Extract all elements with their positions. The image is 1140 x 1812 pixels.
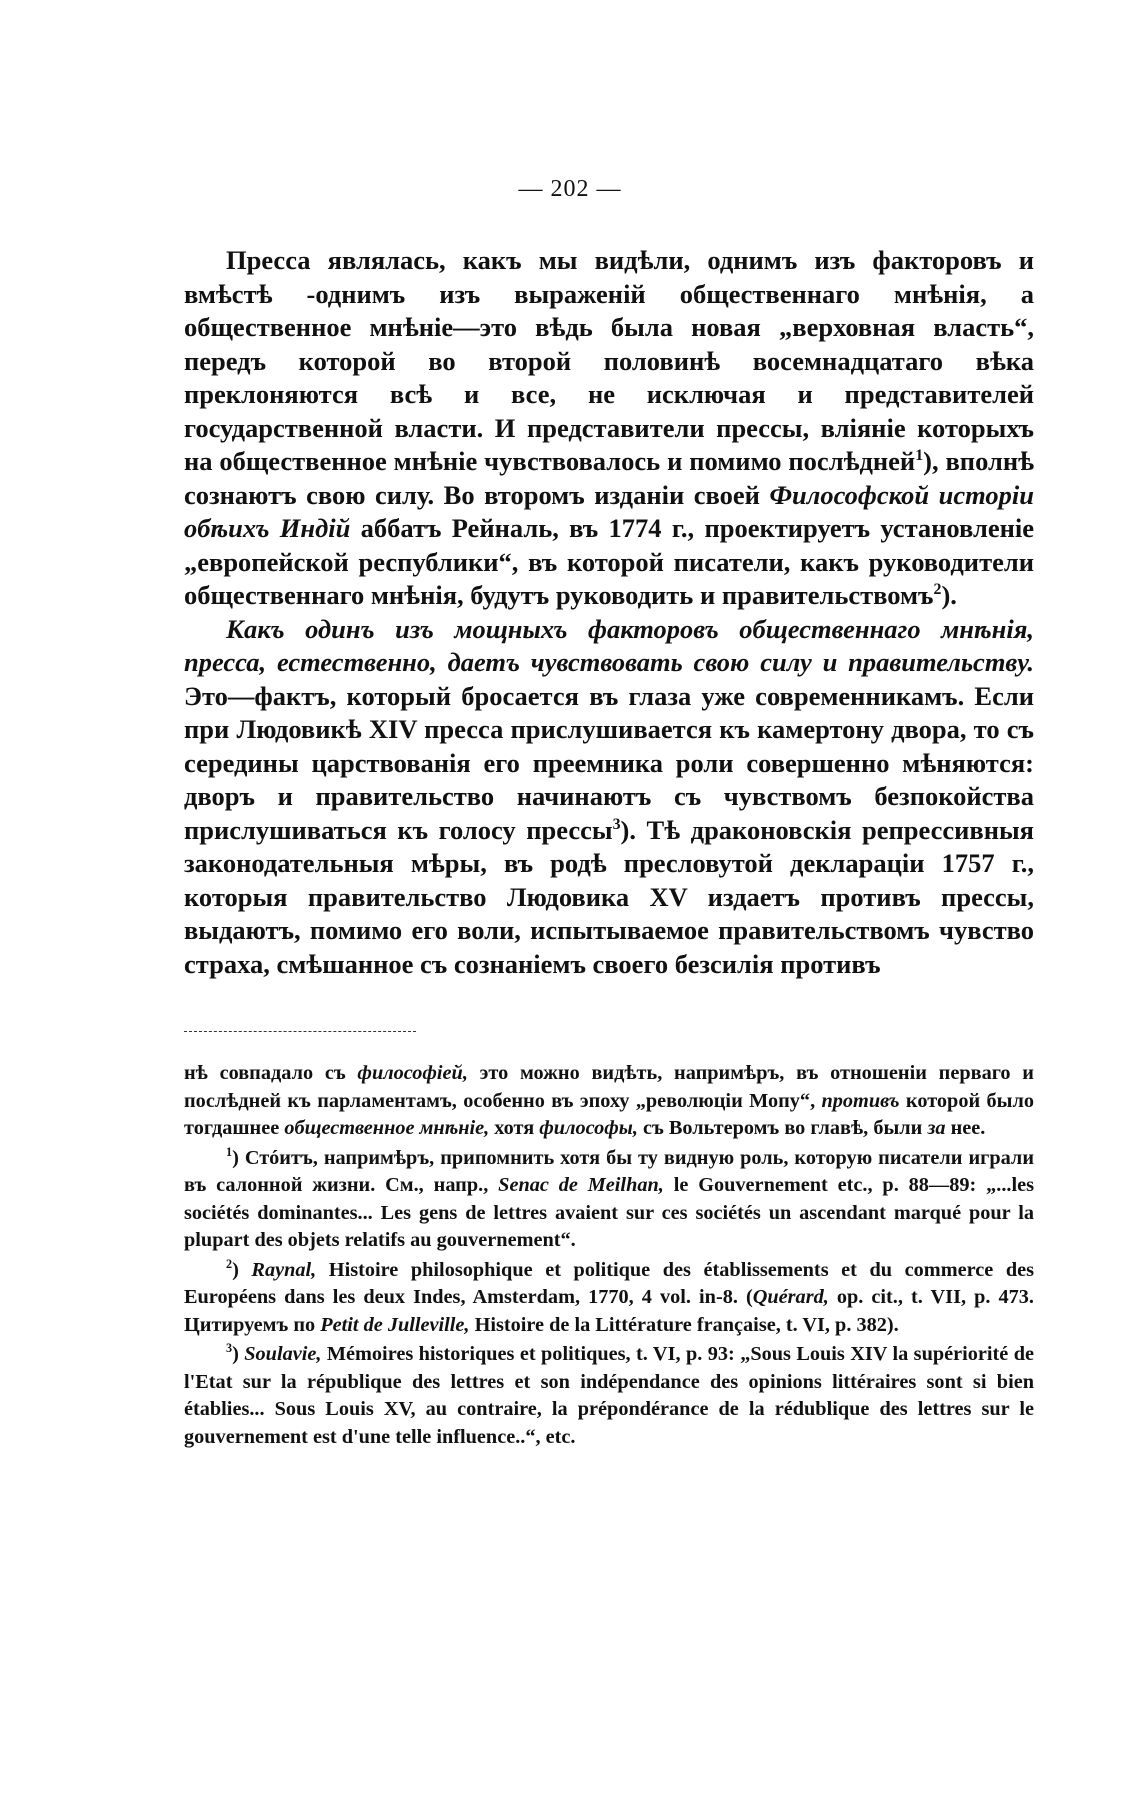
note-text: ) Стóитъ, напримѣръ, припомнить хотя бы ту видную роль, которую писатели играли въ салонной жизни. См., напр., — [184, 1146, 1034, 1196]
footnotes — [184, 1060, 1034, 1453]
paragraph-1-text: Пресса являлась, какъ мы видѣли, однимъ изъ факторовъ и вмѣстѣ -однимъ изъ выраженій общественнаго мнѣнія, а общественное мнѣніе—это вѣдь была новая „верховная власть“, передъ которой во второй половинѣ восемнадцатаго вѣка преклоняются всѣ и все, не исключая и представителей государственной власти. И представители прессы, вліяніе которыхъ на общественное мнѣніе чувствовалось и помимо послѣдней — [184, 245, 1034, 476]
note-text: Histoire de la Littérature française, t. VI, p. 382). — [469, 1313, 899, 1336]
paragraph-2-text-2: ). Тѣ драконовскія репрессивныя законодательныя мѣры, въ родѣ пресловутой декларацiи 1757 г., которыя правительство Людовика XV издаетъ противъ прессы, выдаютъ, помимо его воли, испытываемое правительствомъ чувство страха, смѣшанное съ сознаніемъ своего безсилія противъ — [184, 814, 1034, 979]
footnote-3 — [184, 1341, 1034, 1451]
note-text: это можно видѣть, напримѣръ, въ отношеніи перваго и послѣдней къ парламентамъ, особенно въ эпоху „революціи Мопу“, — [184, 1062, 1034, 1112]
note-text: нѣ совпадало съ — [184, 1062, 358, 1084]
note-text: le Gouvernement etc., p. 88—89: „...les sociétés dominantes... Les gens de lettres avaient sur ces sociétés un ascendant marqué pour la plupart des objets relatifs au gouvernement“. — [184, 1174, 1034, 1251]
paragraph-2-text: Это—фактъ, который бросается въ глаза уже современникамъ. Если при Людовикѣ XIV пресса прислушивается къ камертону двора, то съ середины царствованія его преемника роли совершенно мѣняются: дворъ и правительство начинаютъ съ чувствомъ безпокойства прислушиваться къ голосу прессы — [184, 680, 1034, 845]
footnote-mark: 3 — [226, 1341, 233, 1356]
footnote-mark: 2 — [226, 1256, 233, 1271]
book-title-italic: Философской исторіи обѣихъ Индій — [184, 479, 1034, 543]
note-text: съ Вольтеромъ во главѣ, были — [637, 1117, 928, 1139]
note-italic: Raynal, — [251, 1258, 317, 1281]
paragraph-1-text-3: аббатъ Рейналь, въ 1774 г., проектируетъ установленіе „европейской республики“, въ которой писатели, какъ руководители общественнаго мнѣнія, будутъ руководить и правительствомъ — [184, 513, 1035, 610]
note-text: ) — [232, 1343, 245, 1365]
paragraph-1 — [184, 244, 1034, 613]
footnote-continuation — [184, 1060, 1034, 1143]
note-italic: Quérard, — [752, 1286, 829, 1308]
footnote-ref-2[interactable]: 2 — [933, 581, 942, 599]
note-italic: философіей, — [357, 1062, 468, 1084]
paragraph-2 — [184, 613, 1034, 982]
paragraph-1-text-2: ), вполнѣ сознаютъ свою силу. Во второмъ изданіи своей — [184, 446, 1035, 510]
note-italic: противъ — [821, 1089, 900, 1112]
footnote-separator — [184, 1031, 416, 1032]
note-italic: общественное мнѣніе, — [284, 1117, 490, 1139]
note-text: ) — [232, 1258, 252, 1281]
note-italic: Soulavie, — [244, 1343, 322, 1365]
footnote-ref-3[interactable]: 3 — [612, 815, 621, 833]
note-text: op. cit., t. VII, p. 473. Цитируемъ по — [184, 1286, 1034, 1336]
note-italic: за — [927, 1117, 946, 1139]
paragraph-2-italic-lead: Какъ одинъ изъ мощныхъ факторовъ общественнаго мнѣнія, пресса, естественно, даетъ чувствовать свою силу и правительству. — [184, 613, 1034, 677]
paragraph-1-text-4: ). — [941, 580, 957, 610]
note-text: Histoire philosophique et politique des établissements et du commerce des Européens dans les deux Indes, Amsterdam, 1770, 4 vol. in-8. ( — [184, 1258, 1034, 1308]
footnote-1 — [184, 1145, 1034, 1255]
note-text: Mémoires historiques et politiques, t. VI, p. 93: „Sous Louis XIV la supériorité de l'Etat sur la république des lettres et son indépendance des opinions littéraires sont si bien établies... Sous Louis XV, au contraire, la prépondérance de la rédublique des lettres sur le gouvernement est d'une telle influence..“, etc. — [184, 1343, 1035, 1448]
footnote-ref-1[interactable]: 1 — [915, 447, 924, 465]
note-text: хотя — [489, 1117, 540, 1139]
note-text: которой было тогдашнее — [184, 1089, 1034, 1139]
note-text: нее. — [945, 1117, 986, 1139]
note-italic: философы, — [539, 1117, 638, 1139]
note-italic: Petit de Julleville, — [320, 1313, 470, 1336]
footnote-2 — [184, 1257, 1034, 1340]
footnote-mark: 1 — [226, 1144, 233, 1159]
main-text — [184, 244, 1034, 981]
page-number: — 202 — — [518, 176, 622, 202]
note-italic: Senac de Meilhan, — [498, 1174, 664, 1196]
